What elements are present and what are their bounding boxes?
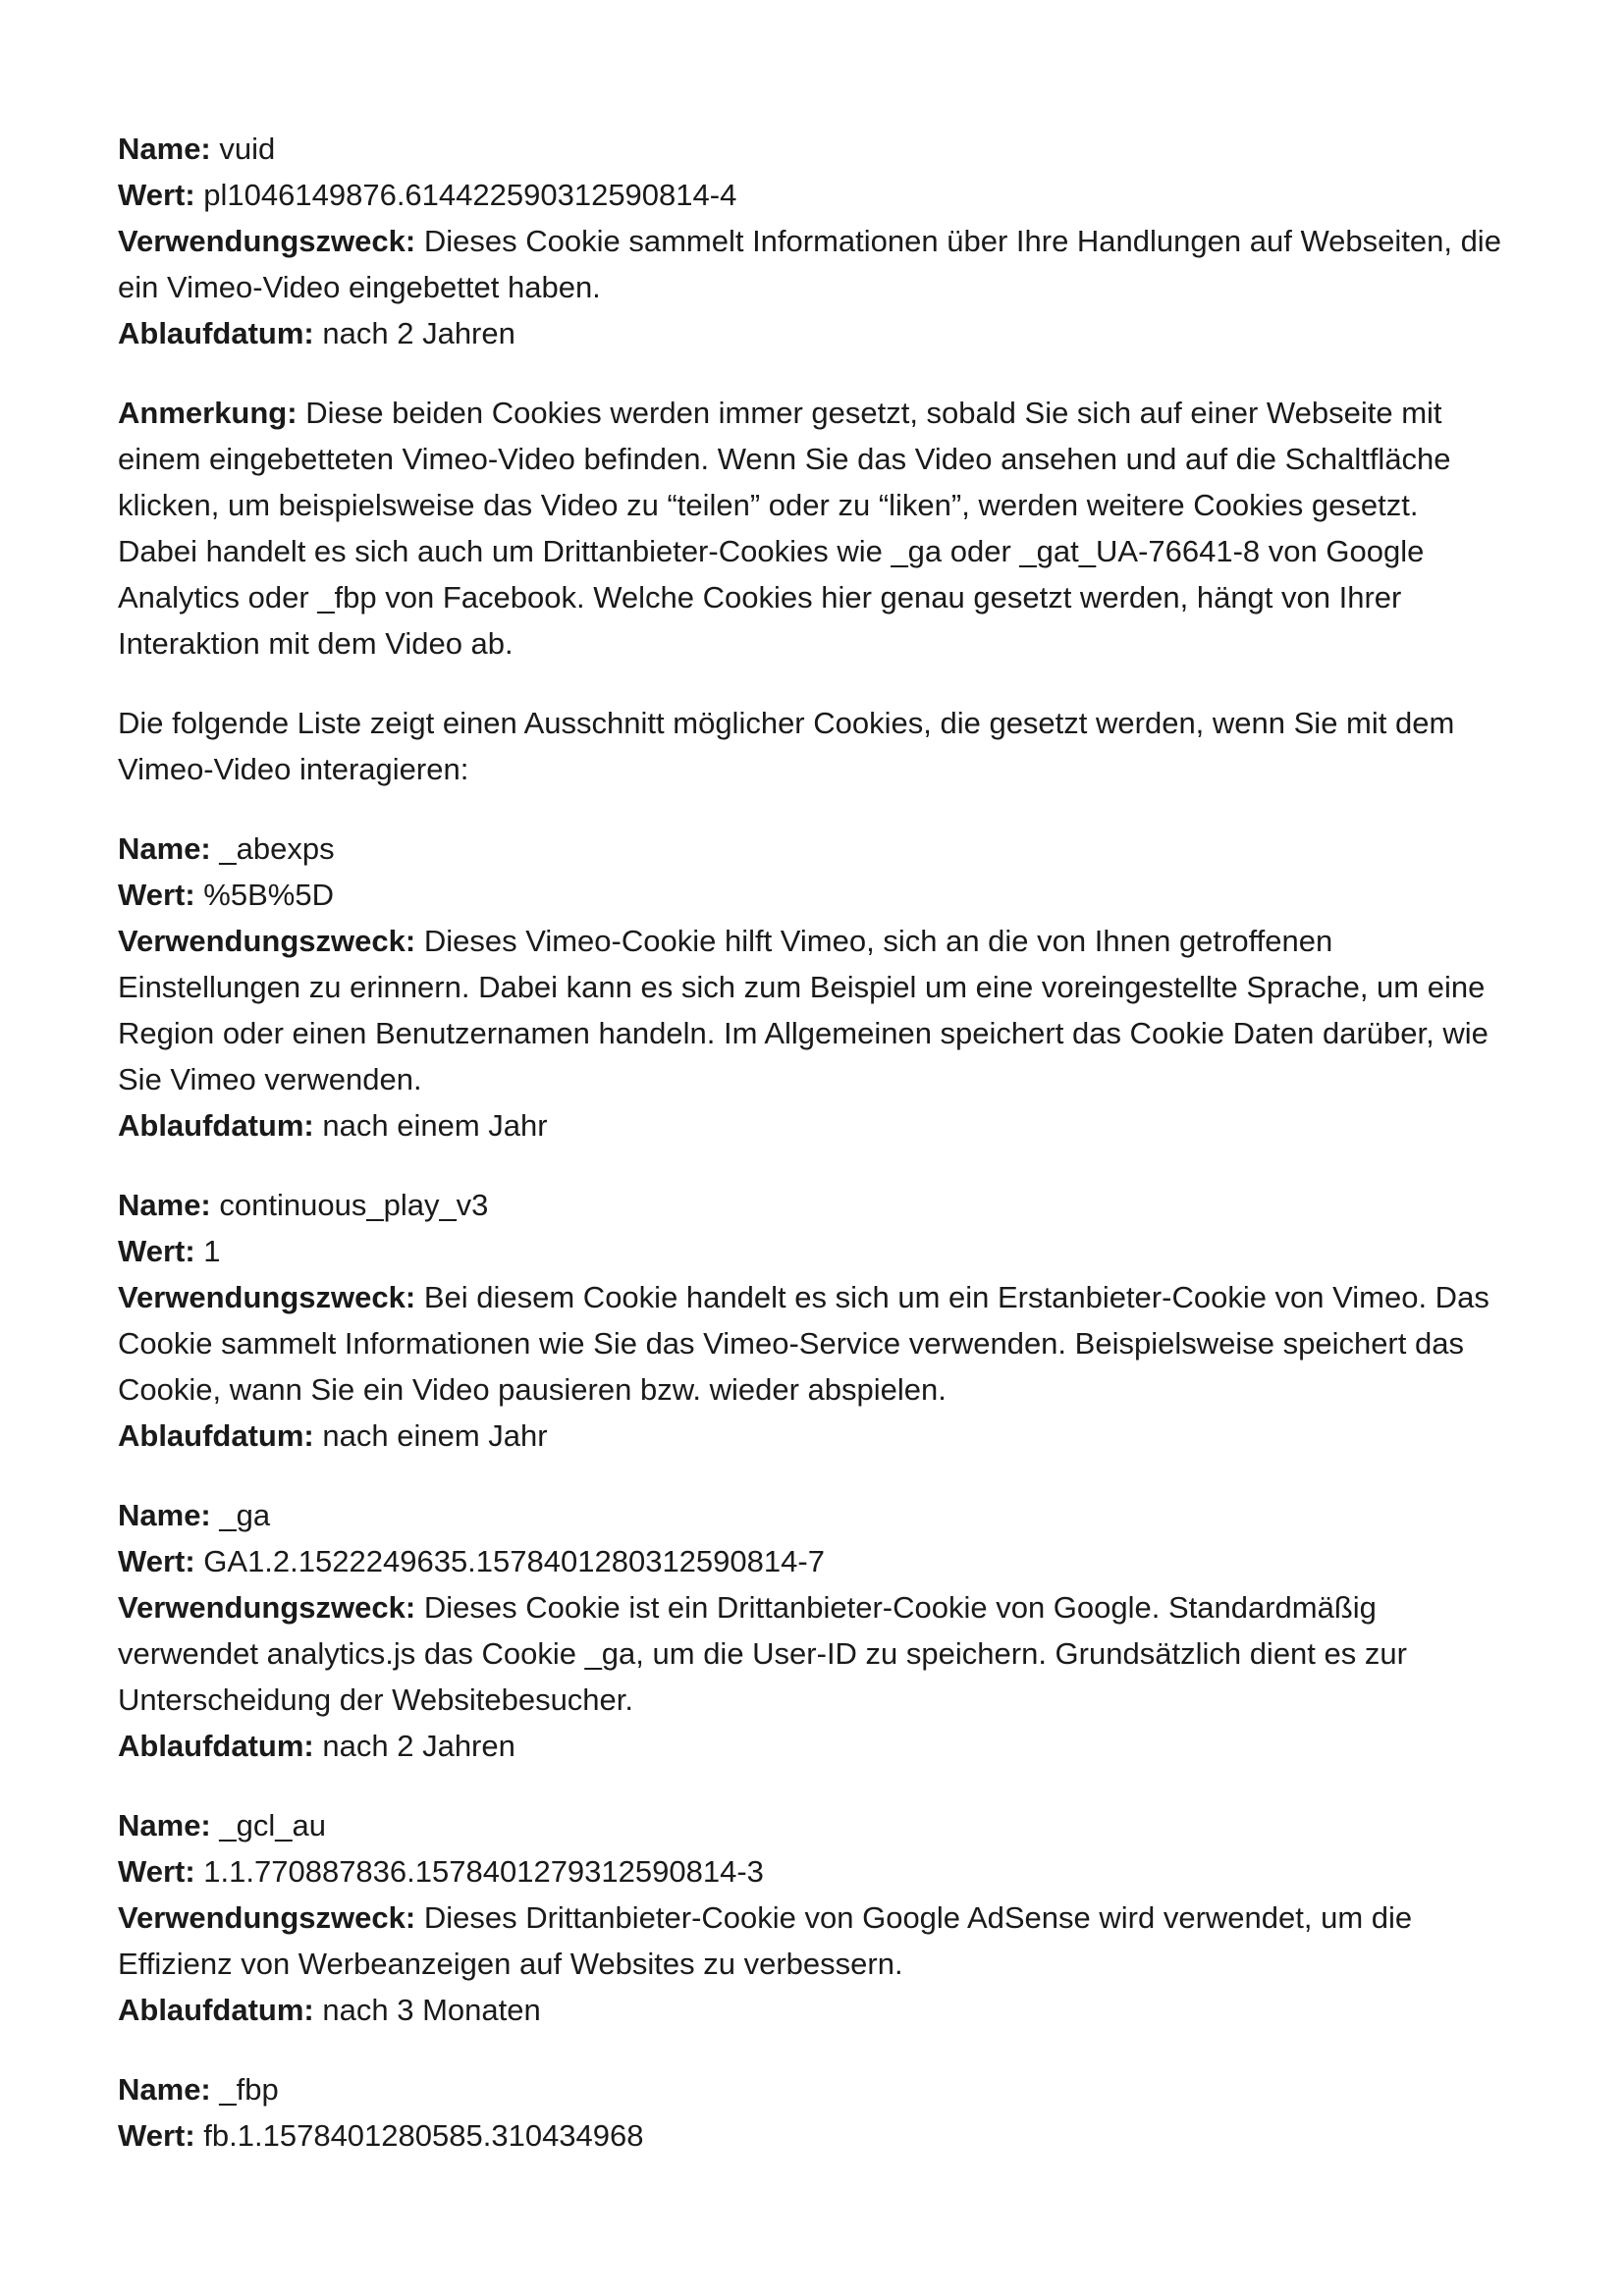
value-label: Wert: — [118, 878, 195, 912]
cookie-name: _gcl_au — [219, 1808, 326, 1842]
cookie-entry-vuid — [118, 126, 1506, 356]
expiry-label: Ablaufdatum: — [118, 316, 314, 350]
cookie-value: fb.1.1578401280585.310434968 — [203, 2118, 644, 2153]
cookie-expiry: nach einem Jahr — [322, 1108, 548, 1143]
cookie-purpose: Bei diesem Cookie handelt es sich um ein Erstanbieter-Cookie von Vimeo. Das Cookie sammelt Informationen wie Sie das Vimeo-Service verwenden. Beispielsweise speichert das Cookie, wann Sie ein Video pausieren bzw. wieder abspielen. — [118, 1280, 1489, 1407]
cookie-purpose: Dieses Drittanbieter-Cookie von Google AdSense wird verwendet, um die Effizienz von Werbeanzeigen auf Websites zu verbessern. — [118, 1900, 1413, 1981]
purpose-label: Verwendungszweck: — [118, 1590, 416, 1625]
cookie-purpose: Dieses Cookie ist ein Drittanbieter-Cookie von Google. Standardmäßig verwendet analytics.js das Cookie _ga, um die User-ID zu speichern. Grundsätzlich dient es zur Unterscheidung der Websitebesucher. — [118, 1590, 1407, 1717]
cookie-entry-gcl-au — [118, 1802, 1506, 2033]
cookie-name: _abexps — [219, 831, 335, 866]
note-paragraph — [118, 390, 1506, 667]
cookie-value-line — [118, 1848, 1506, 1895]
purpose-label: Verwendungszweck: — [118, 1280, 416, 1314]
cookie-value: 1.1.770887836.1578401279312590814-3 — [203, 1854, 764, 1889]
purpose-label: Verwendungszweck: — [118, 224, 416, 258]
cookie-expiry-line — [118, 310, 1506, 356]
cookie-name-line — [118, 1182, 1506, 1228]
cookie-name: vuid — [219, 132, 276, 166]
cookie-name-line — [118, 126, 1506, 172]
purpose-label: Verwendungszweck: — [118, 1900, 416, 1935]
list-intro-paragraph: Die folgende Liste zeigt einen Ausschnitt möglicher Cookies, die gesetzt werden, wenn Sie mit dem Vimeo-Video interagieren: — [118, 706, 1455, 786]
cookie-entry-continuous-play — [118, 1182, 1506, 1459]
cookie-name-line — [118, 2066, 1506, 2112]
cookie-expiry: nach einem Jahr — [322, 1418, 548, 1453]
value-label: Wert: — [118, 178, 195, 212]
cookie-value-line — [118, 872, 1506, 918]
cookie-entry-ga — [118, 1492, 1506, 1769]
cookie-purpose-line — [118, 1584, 1506, 1723]
cookie-value-line — [118, 172, 1506, 218]
value-label: Wert: — [118, 1544, 195, 1578]
cookie-expiry-line — [118, 1102, 1506, 1148]
cookie-name: _fbp — [219, 2072, 279, 2107]
purpose-label: Verwendungszweck: — [118, 924, 416, 958]
note-text: Diese beiden Cookies werden immer gesetzt, sobald Sie sich auf einer Webseite mit einem eingebetteten Vimeo-Video befinden. Wenn Sie das Video ansehen und auf die Schaltfläche klicken, um beispielsweise das Video zu “teilen” oder zu “liken”, werden weitere Cookies gesetzt. Dabei handelt es sich auch um Drittanbieter-Cookies wie _ga oder _gat_UA-76641-8 von Google Analytics oder _fbp von Facebook. Welche Cookies hier genau gesetzt werden, hängt von Ihrer Interaktion mit dem Video ab. — [118, 396, 1451, 661]
name-label: Name: — [118, 2072, 211, 2107]
cookie-expiry-line — [118, 1413, 1506, 1459]
value-label: Wert: — [118, 2118, 195, 2153]
cookie-entry-abexps — [118, 826, 1506, 1148]
cookie-expiry: nach 3 Monaten — [322, 1993, 541, 2027]
name-label: Name: — [118, 1188, 211, 1222]
cookie-name-line — [118, 826, 1506, 872]
expiry-label: Ablaufdatum: — [118, 1418, 314, 1453]
cookie-value: GA1.2.1522249635.1578401280312590814-7 — [203, 1544, 825, 1578]
cookie-purpose-line — [118, 918, 1506, 1102]
name-label: Name: — [118, 132, 211, 166]
cookie-purpose: Dieses Cookie sammelt Informationen über Ihre Handlungen auf Webseiten, die ein Vimeo-Video eingebettet haben. — [118, 224, 1501, 304]
expiry-label: Ablaufdatum: — [118, 1993, 314, 2027]
note-label: Anmerkung: — [118, 396, 298, 430]
name-label: Name: — [118, 1498, 211, 1532]
value-label: Wert: — [118, 1234, 195, 1268]
expiry-label: Ablaufdatum: — [118, 1108, 314, 1143]
cookie-name: _ga — [219, 1498, 271, 1532]
cookie-expiry: nach 2 Jahren — [322, 1729, 515, 1763]
cookie-name-line — [118, 1802, 1506, 1848]
value-label: Wert: — [118, 1854, 195, 1889]
cookie-value: 1 — [203, 1234, 221, 1268]
cookie-name: continuous_play_v3 — [219, 1188, 489, 1222]
cookie-value: %5B%5D — [203, 878, 334, 912]
cookie-value-line — [118, 2112, 1506, 2159]
cookie-expiry-line — [118, 1987, 1506, 2033]
cookie-expiry: nach 2 Jahren — [322, 316, 515, 350]
cookie-purpose-line — [118, 1895, 1506, 1987]
expiry-label: Ablaufdatum: — [118, 1729, 314, 1763]
cookie-value: pl1046149876.614422590312590814-4 — [203, 178, 737, 212]
cookie-value-line — [118, 1538, 1506, 1584]
cookie-purpose: Dieses Vimeo-Cookie hilft Vimeo, sich an die von Ihnen getroffenen Einstellungen zu erinnern. Dabei kann es sich zum Beispiel um eine voreingestellte Sprache, um eine Region oder einen Benutzernamen handeln. Im Allgemeinen speichert das Cookie Daten darüber, wie Sie Vimeo verwenden. — [118, 924, 1489, 1096]
cookie-name-line — [118, 1492, 1506, 1538]
cookie-purpose-line — [118, 218, 1506, 310]
cookie-purpose-line — [118, 1274, 1506, 1413]
cookie-expiry-line — [118, 1723, 1506, 1769]
cookie-entry-fbp — [118, 2066, 1506, 2159]
cookie-value-line — [118, 1228, 1506, 1274]
name-label: Name: — [118, 831, 211, 866]
name-label: Name: — [118, 1808, 211, 1842]
